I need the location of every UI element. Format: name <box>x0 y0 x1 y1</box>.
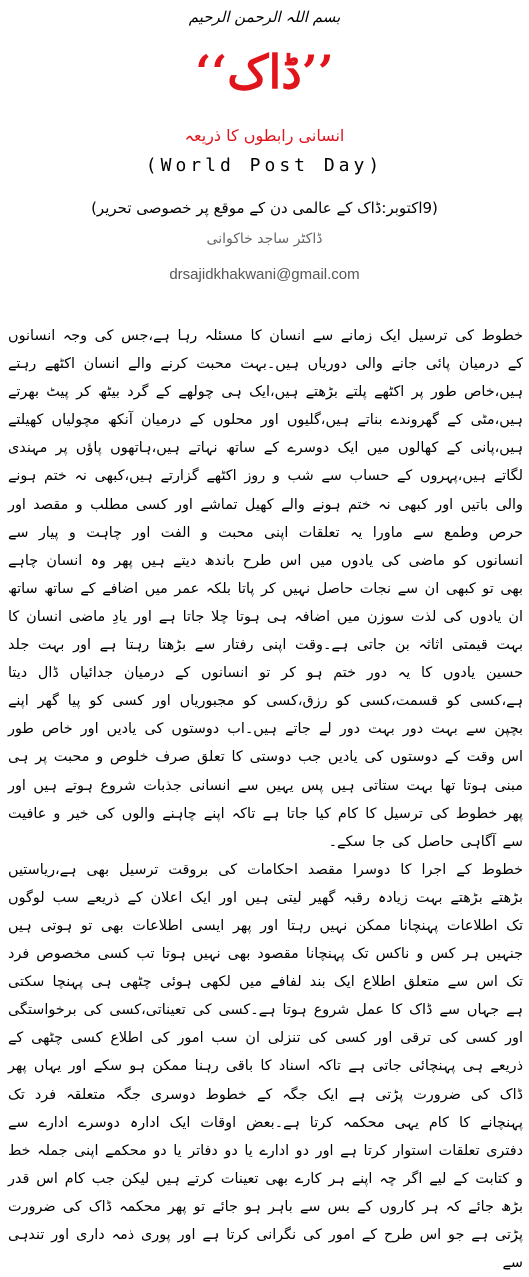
subtitle: انسانی رابطوں کا ذریعہ <box>184 126 345 145</box>
article-body <box>8 322 523 1277</box>
bismillah: بسم اللہ الرحمن الرحیم <box>188 8 341 26</box>
author-email: drsajidkhakwani@gmail.com <box>169 266 360 283</box>
english-title: (World Post Day) <box>145 155 384 176</box>
occasion-note: (9اکتوبر:ڈاک کے عالمی دن کے موقع پر خصوصی تحریر) <box>91 199 438 217</box>
author-name: ڈاکٹر ساجد خاکوانی <box>206 231 323 247</box>
paragraph: خطوط کی ترسیل ایک زمانے سے انسان کا مسئلہ رہا ہے،جس کی وجہ انسانوں کے درمیان پائی جانے والی دوریاں ہیں۔بہت محبت کرنے والے انسان اکٹھے رہتے ہیں،خاص طور پر اکٹھے پلتے بڑھتے ہیں،ایک ہی چولھے کے گرد بیٹھ کر پیٹ بھرتے ہیں،مٹی کے گھروندے بناتے ہیں،گلیوں اور محلوں کے درمیان آنکھ مچولیاں کھیلتے ہیں،پانی کے کھالوں میں ایک دوسرے کے ساتھ نہاتے ہیں،ہاتھوں پاؤں پر مہندی لگاتے ہیں،پہروں کے حساب سے شب و روز اکٹھے گزارتے ہیں،کبھی نہ ختم ہونے والی باتیں اور کبھی نہ ختم ہونے والے کھیل تماشے اور کسی مطلب و مقصد اور حرص وطمع سے ماورا یہ تعلقات اپنی محبت و الفت اور چاہت و پیار سے انسانوں کو ماضی کی یادوں میں اس طرح باندھ دیتے ہیں پھر وہ انسان چاہے بھی تو کبھی ان سے نجات حاصل نہیں کر پاتا بلکہ عمر میں اضافے کے ساتھ ساتھ ان یادوں کی لذت سوزن میں اضافہ ہی ہوتا چلا جاتا ہے اور یادِ ماضی انسان کا بہت قیمتی اثاثہ بن جاتی ہے۔وقت اپنی رفتار سے بڑھتا رہتا ہے اور بہت جلد حسین یادوں کا یہ دور ختم ہو کر تو انسانوں کے درمیان جدائیاں ڈال دیتا ہے،کسی کو قسمت،کسی کو رزق،کسی کو مجبوریاں اور کسی کو پیا گھر اپنے بچپن سے بہت دور بہت دور لے جاتے ہیں۔اب دوستوں کی یادیں اور خاص طور اس وقت کے دوستوں کی یادیں جب دوستی کا تعلق صرف خلوص و محبت پر ہی مبنی ہوتا تھا بہت ستاتی ہیں پس یہیں سے انسانی جذبات شروع ہوتے ہیں اور پھر خطوط کی ترسیل کا کام کیا جاتا ہے تاکہ اپنے چاہنے والوں کی خیر و عافیت سے آگاہی حاصل کی جا سکے۔ <box>8 328 523 850</box>
paragraph: خطوط کے اجرا کا دوسرا مقصد احکامات کی بروقت ترسیل بھی ہے،ریاستیں بڑھتے بڑھتے بہت زیادہ رقبہ گھیر لیتی ہیں اور ایک اعلان کے ذریعے سب لوگوں تک اطلاعات پہنچانا ممکن نہیں رہتا اور پھر ایسی اطلاعات بھی تو ہوتی ہیں جنہیں ہر کس و ناکس تک پہنچانا مقصود بھی نہیں ہوتا تب کسی مخصوص فرد تک اس سے متعلق اطلاع ایک بند لفافے میں لکھی ہوئی چٹھی ہی پہنچا سکتی ہے جہاں سے ڈاک کا عمل شروع ہوتا ہے۔کسی کی تعیناتی،کسی کی برخواستگی اور کسی کی ترقی اور کسی کی تنزلی ان سب امور کی اطلاع کسی چٹھی کے ذریعے ہی پہنچائی جاتی ہے تاکہ اسناد کا باقی رہنا ممکن ہو سکے اور یہاں پھر ڈاک کی ضرورت پڑتی ہے ایک جگہ کے خطوط دوسری جگہ متعلقہ فرد تک پہنچانے کا کام یہی محکمہ کرتا ہے۔بعض اوقات ایک ادارہ دوسرے ادارے سے دفتری تعلقات استوار کرتا ہے اور دو ادارے یا دو دفاتر یا دو محکمے اپنی جملہ خط و کتابت کے لیے اگر چہ اپنے ہر کارے بھی تعینات کرتے ہیں لیکن جب کام اس قدر بڑھ جائے کہ ہر کاروں کے بس سے باہر ہو جائے تو پھر محکمہ ڈاک کی ضرورت پڑتی ہے جو اس طرح کے امور کی نگرانی کرتا ہے اور پوری ذمہ داری اور تندہی سے <box>8 861 523 1272</box>
page-title: ’’ڈاک‘‘ <box>195 45 334 99</box>
